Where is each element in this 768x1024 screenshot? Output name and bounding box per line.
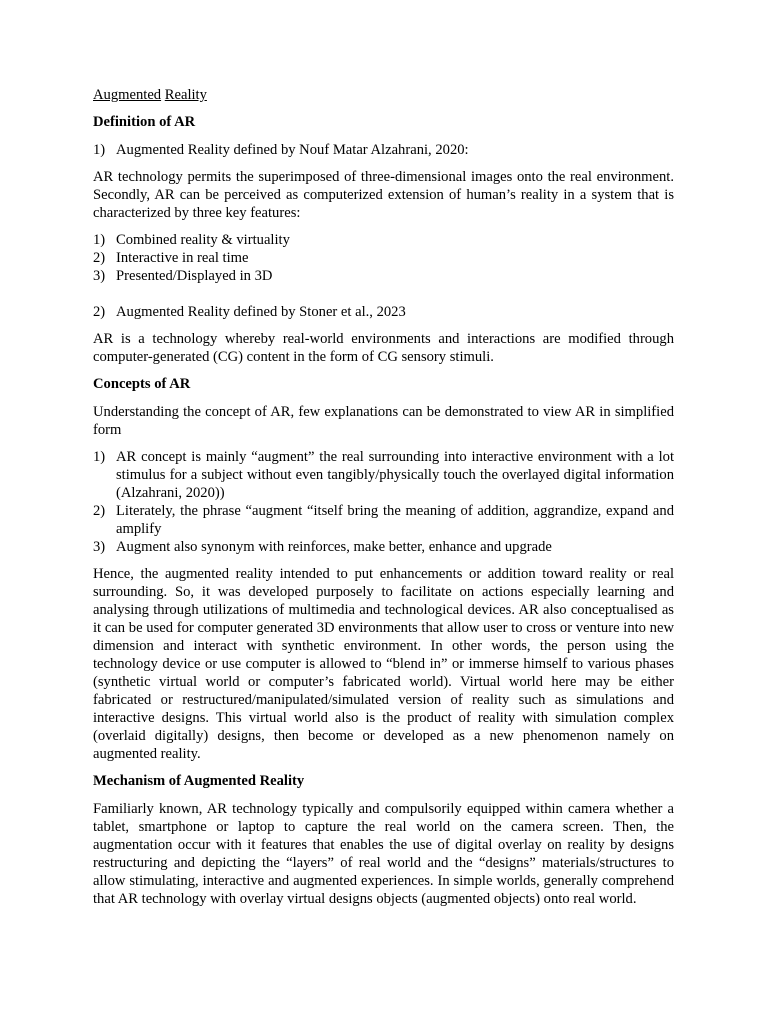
definition-2-text: Augmented Reality defined by Stoner et al., 2023 [116, 304, 406, 320]
concept-3-text: Augment also synonym with reinforces, make better, enhance and upgrade [116, 539, 552, 555]
feature-1-number: 1) [93, 232, 106, 248]
feature-1-text: Combined reality & virtuality [116, 232, 290, 248]
concept-1-text: AR concept is mainly “augment” the real surrounding into interactive environment with a lot stimulus for a subject without even tangibly/physically touch the overlayed digital information (Alzahrani, 2020)) [116, 449, 674, 501]
feature-2-text: Interactive in real time [116, 250, 249, 266]
definition-1-heading [93, 141, 674, 159]
list-item [93, 448, 674, 502]
title-word-reality: Reality [164, 87, 207, 103]
definition-2-number: 2) [93, 304, 106, 320]
definition-2-heading [93, 303, 674, 321]
feature-3-text: Presented/Displayed in 3D [116, 268, 273, 284]
definition-1-number: 1) [93, 142, 106, 158]
definition-2-paragraph: AR is a technology whereby real-world environments and interactions are modified through computer-generated (CG) content in the form of CG sensory stimuli. [93, 331, 674, 365]
spacer [93, 285, 674, 303]
list-item [93, 538, 674, 556]
document-title [93, 86, 674, 104]
concept-2-number: 2) [93, 503, 106, 519]
concept-3-number: 3) [93, 539, 106, 555]
list-item [93, 249, 674, 267]
concept-1-number: 1) [93, 449, 106, 465]
list-item [93, 502, 674, 538]
mechanism-paragraph: Familiarly known, AR technology typically and compulsorily equipped within camera whether a tablet, smartphone or laptop to capture the real world on the camera screen. Then, the augmentation occur with it features that enables the use of digital overlay on reality by designs restructuring and depicting the “layers” of real world and the “designs” materials/structures to allow stimulating, interactive and augmented experiences. In simple worlds, generally comprehend that AR technology with overlay virtual designs objects (augmented objects) onto real world. [93, 801, 674, 907]
features-list [93, 231, 674, 285]
concepts-list [93, 448, 674, 556]
concepts-intro: Understanding the concept of AR, few explanations can be demonstrated to view AR in simplified form [93, 404, 674, 438]
definition-1-text: Augmented Reality defined by Nouf Matar Alzahrani, 2020: [116, 142, 469, 158]
concept-2-text: Literately, the phrase “augment “itself bring the meaning of addition, aggrandize, expand and amplify [116, 503, 674, 537]
feature-2-number: 2) [93, 250, 106, 266]
list-item [93, 267, 674, 285]
list-item [93, 231, 674, 249]
mechanism-heading: Mechanism of Augmented Reality [93, 773, 305, 789]
definition-1-paragraph: AR technology permits the superimposed of three-dimensional images onto the real environment. Secondly, AR can be perceived as computerized extension of human’s reality in a system that is characterized by three key features: [93, 169, 674, 221]
concepts-heading: Concepts of AR [93, 376, 191, 392]
feature-3-number: 3) [93, 268, 106, 284]
title-word-augmented: Augmented [93, 87, 162, 103]
concepts-paragraph: Hence, the augmented reality intended to put enhancements or addition toward reality or real surrounding. So, it was developed purposely to facilitate on actions especially learning and analysing through utilizations of multimedia and technological devices. AR also conceptualised as it can be used for computer generated 3D environments that allow user to cross or venture into new dimension and interact with synthetic environment. In other words, the person using the technology device or use computer is allowed to “blend in” or immerse himself to various phases (synthetic virtual world or computer’s fabricated world). Virtual world here may be either fabricated or restructured/manipulated/simulated version of reality such as simulations and interactive designs. This virtual world also is the product of reality with simulation complex (overlaid digitally) designs, then become or developed as a new phenomenon namely on augmented reality. [93, 566, 674, 762]
definition-heading: Definition of AR [93, 114, 196, 130]
